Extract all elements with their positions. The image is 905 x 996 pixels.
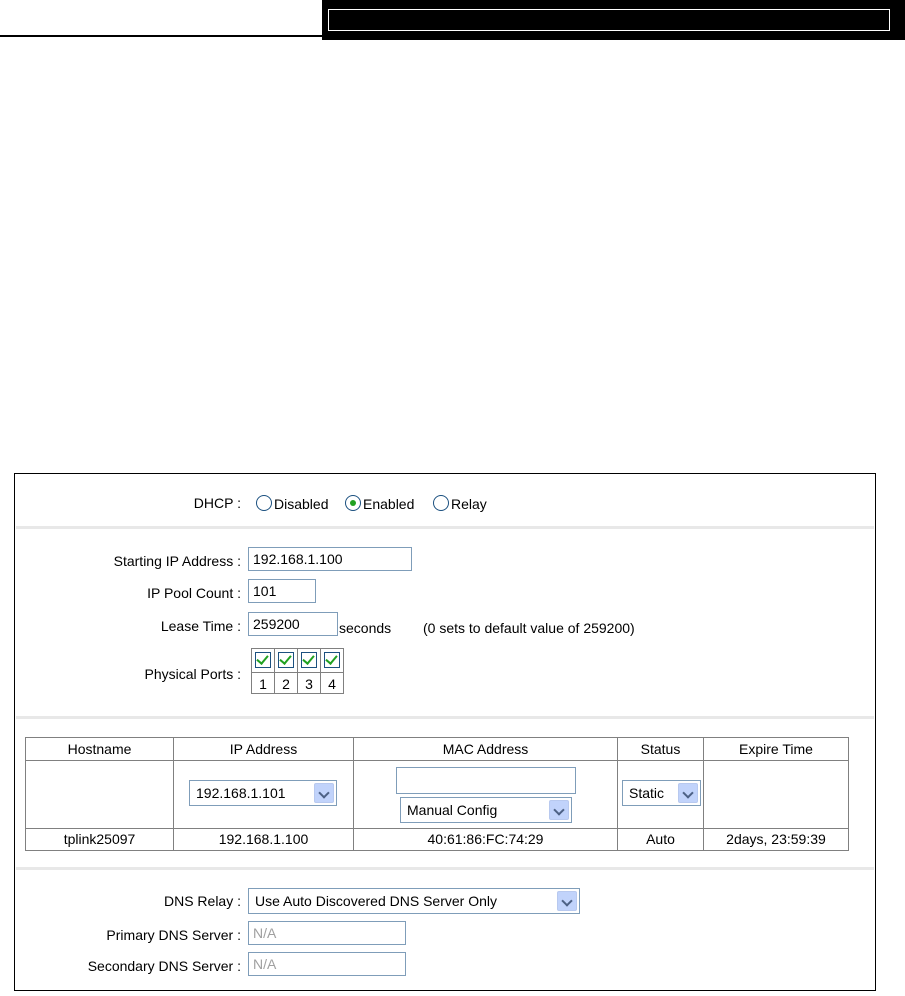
port-3-number: 3 [305, 676, 313, 692]
port-1-number: 1 [259, 676, 267, 692]
port-divider [298, 672, 320, 673]
row-ip-address: 192.168.1.100 [218, 831, 309, 847]
secondary-dns-input[interactable]: N/A [248, 952, 406, 976]
dhcp-enabled-label: Enabled [363, 496, 415, 512]
dhcp-disabled-radio[interactable] [256, 495, 272, 511]
ip-address-select-value: 192.168.1.101 [196, 785, 286, 801]
starting-ip-label: Starting IP Address : [113, 553, 241, 569]
chevron-down-icon [314, 783, 334, 803]
mac-address-input[interactable] [396, 767, 576, 794]
port-divider [275, 672, 297, 673]
port-3-checkbox[interactable] [301, 652, 317, 668]
dhcp-disabled-label: Disabled [274, 496, 329, 512]
row-divider [26, 760, 848, 761]
header-expire-time: Expire Time [739, 741, 813, 757]
ip-address-select[interactable] [189, 780, 337, 806]
port-4-checkbox[interactable] [324, 652, 340, 668]
mac-mode-select[interactable] [400, 797, 572, 823]
lease-time-note: (0 sets to default value of 259200) [423, 620, 635, 636]
check-icon [256, 652, 268, 665]
header-bar [322, 0, 905, 40]
secondary-dns-label: Secondary DNS Server : [87, 958, 241, 974]
lease-time-unit: seconds [339, 620, 392, 636]
section-divider [16, 867, 874, 870]
ip-pool-count-label: IP Pool Count : [147, 585, 241, 601]
port-cell-4 [320, 648, 344, 694]
primary-dns-label: Primary DNS Server : [106, 927, 241, 943]
status-select-value: Static [629, 785, 665, 801]
mac-mode-select-value: Manual Config [407, 802, 498, 818]
section-divider [16, 716, 874, 719]
header-hostname: Hostname [67, 741, 132, 757]
dhcp-relay-label: Relay [451, 496, 487, 512]
header-bar-frame [328, 9, 890, 31]
dhcp-label: DHCP : [193, 495, 241, 511]
row-mac-address: 40:61:86:FC:74:29 [427, 831, 544, 847]
row-expire-time: 2days, 23:59:39 [726, 831, 826, 847]
port-divider [252, 672, 274, 673]
dhcp-relay-radio[interactable] [433, 495, 449, 511]
port-2-number: 2 [282, 676, 290, 692]
header-mac-address: MAC Address [442, 741, 529, 757]
chevron-down-icon [557, 891, 577, 911]
port-cell-1 [251, 648, 275, 694]
section-divider [16, 526, 874, 529]
dns-relay-select-value: Use Auto Discovered DNS Server Only [255, 893, 497, 909]
dns-relay-select[interactable] [248, 888, 580, 914]
header-ip-address: IP Address [229, 741, 298, 757]
check-icon [279, 652, 291, 665]
header-rule [0, 35, 322, 37]
starting-ip-input[interactable]: 192.168.1.100 [248, 547, 412, 571]
dns-relay-label: DNS Relay : [163, 893, 241, 909]
chevron-down-icon [549, 800, 569, 820]
port-2-checkbox[interactable] [278, 652, 294, 668]
dhcp-enabled-radio[interactable] [345, 495, 361, 511]
port-cell-3 [297, 648, 321, 694]
dhcp-clients-table [25, 737, 849, 851]
row-status: Auto [646, 831, 675, 847]
lease-time-label: Lease Time : [160, 618, 241, 634]
physical-ports-label: Physical Ports : [144, 666, 241, 682]
port-1-checkbox[interactable] [255, 652, 271, 668]
primary-dns-input[interactable]: N/A [248, 921, 406, 945]
row-hostname: tplink25097 [63, 831, 136, 847]
check-icon [302, 652, 314, 665]
chevron-down-icon [678, 783, 698, 803]
status-select[interactable] [622, 780, 701, 806]
check-icon [325, 652, 337, 665]
lease-time-input[interactable]: 259200 [248, 612, 338, 636]
dhcp-settings-panel [14, 473, 876, 991]
port-4-number: 4 [328, 676, 336, 692]
ip-pool-count-input[interactable]: 101 [248, 579, 316, 603]
port-divider [321, 672, 343, 673]
header-status: Status [640, 741, 681, 757]
port-cell-2 [274, 648, 298, 694]
row-divider [26, 828, 848, 829]
